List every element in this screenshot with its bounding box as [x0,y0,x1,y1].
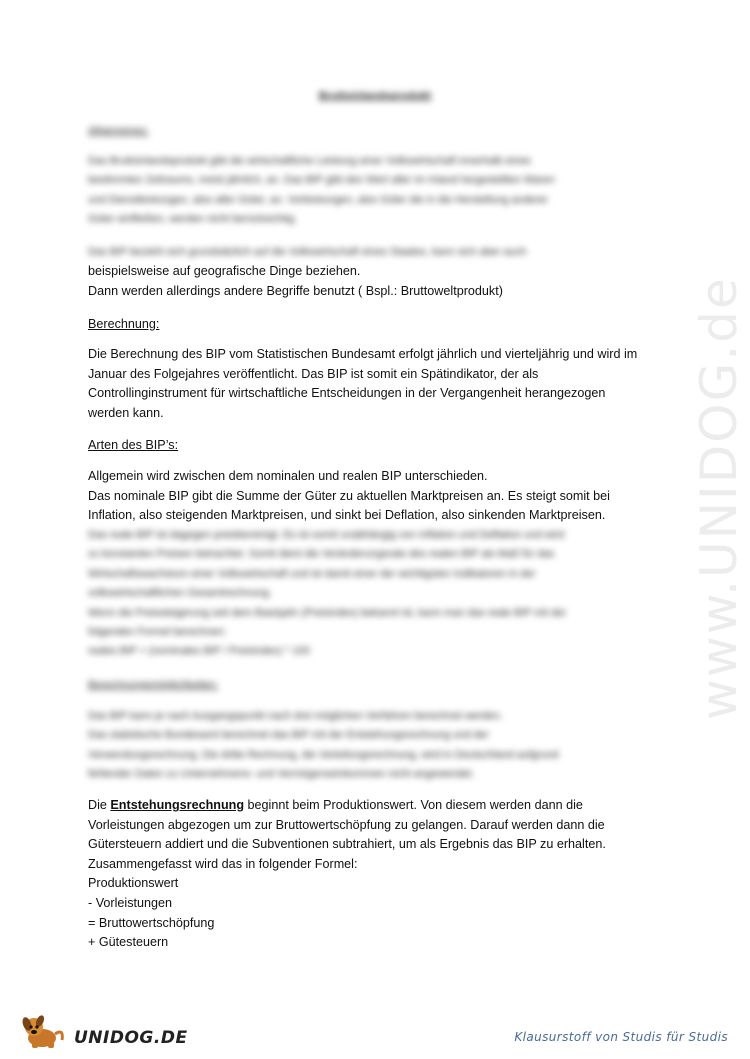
page-title: Bruttoinlandsprodukt [318,90,432,102]
dog-mascot-icon [20,1012,72,1052]
moeglichkeiten-paragraph-blurred: Das BIP kann je nach Ausgangspunkt nach drei möglichen Verfahren berechnet werden. Das statistische Bundesamt berechnet das BIP mit der Entstehungsrechnung und der Verwendungsrechnung. Die dritte Rechnung, die Verteilungsrechnung, wird in Deutschland aufgrund fehlender Daten zu Unternehmens- und Vermögenseinkommen nicht angewendet. [88,710,559,781]
allgemeines-paragraph-2: beispielsweise auf geografische Dinge beziehen. Dann werden allerdings andere Begriffe benutzt ( Bspl.: Bruttoweltprodukt) [88,264,503,298]
moeglichkeiten-heading: Berechnungsmöglichkeiten: [88,679,219,691]
arten-heading: Arten des BIP’s: [88,438,179,452]
allgemeines-paragraph-2-blurred: Das BIP bezieht sich grundsätzlich auf die Volkswirtschaft eines Staates, kann sich aber auch [88,246,527,258]
logo-text: UNIDOG.DE [74,1028,188,1048]
watermark: www.UNIDOG.de [690,276,748,720]
entstehung-rest: beginnt beim Produktionswert. Von diesem werden dann die [244,798,583,812]
allgemeines-heading: Allgemeines: [88,125,149,137]
footer-tagline: Klausurstoff von Studis für Studis [514,1030,728,1044]
arten-paragraph-blurred: Das reale BIP ist dagegen preisbereinigt. Es ist somit unabhängig von Inflation und Deflation und wird zu konstanten Preisen betrachtet. Somit dient die Veränderungsrate des realen BIP als Maß für das Wirtschaftswachstum einer Volkswirtschaft und ist damit einer der wichtigsten Indikatoren in der volkswirtschaftlichen Gesamtrechnung. Wenn die Preissteigerung seit dem Basisjahr (Preisindex) bekannt ist, kann man das reale BIP mit der folgenden Formel berechnen: reales BIP = (nominales BIP / Preisindex) * 100 [88,529,567,658]
allgemeines-paragraph-1: Das Bruttoinlandsprodukt gibt die wirtschaftliche Leistung einer Volkswirtschaft innerhalb eines bestimmten Zeitraums, meist jährlich, an. Das BIP gibt den Wert aller im Inland hergestellten Waren und Dienstleistungen, also aller Güter, an. Vorleistungen, also Güter die in die Herstellung anderer Güter einfließen, werden nicht berücksichtig. [88,155,555,226]
entstehung-term: Entstehungsrechnung [110,798,245,812]
footer-logo[interactable] [20,1012,188,1052]
berechnung-heading: Berechnung: [88,317,160,331]
entstehung-prefix: Die [88,798,111,812]
entstehung-paragraph: Die Entstehungsrechnung beginnt beim Produktionswert. Von diesem werden dann die Vorleistungen abgezogen um zur Bruttowertschöpfung zu gelangen. Darauf werden dann die Gütersteuern addiert und die Subventionen subtrahiert, um als Ergebnis das BIP zu erhalten. Zusammengefasst wird das in folgender Formel: Produktionswert - Vorleistungen = Bruttowertschöpfung + Gütesteuern [88,798,606,950]
arten-paragraph: Allgemein wird zwischen dem nominalen und realen BIP unterschieden. Das nominale BIP gibt die Summe der Güter zu aktuellen Marktpreisen an. Es steigt somit bei Inflation, also steigenden Marktpreisen, und sinkt bei Deflation, also sinkenden Marktpreisen. [88,469,610,523]
berechnung-paragraph: Die Berechnung des BIP vom Statistischen Bundesamt erfolgt jährlich und vierteljährig und wird im Januar des Folgejahres veröffentlicht. Das BIP ist somit ein Spätindikator, der als Controllinginstrument für wirtschaftliche Entscheidungen in der Vergangenheit herangezogen werden kann. [88,347,638,420]
